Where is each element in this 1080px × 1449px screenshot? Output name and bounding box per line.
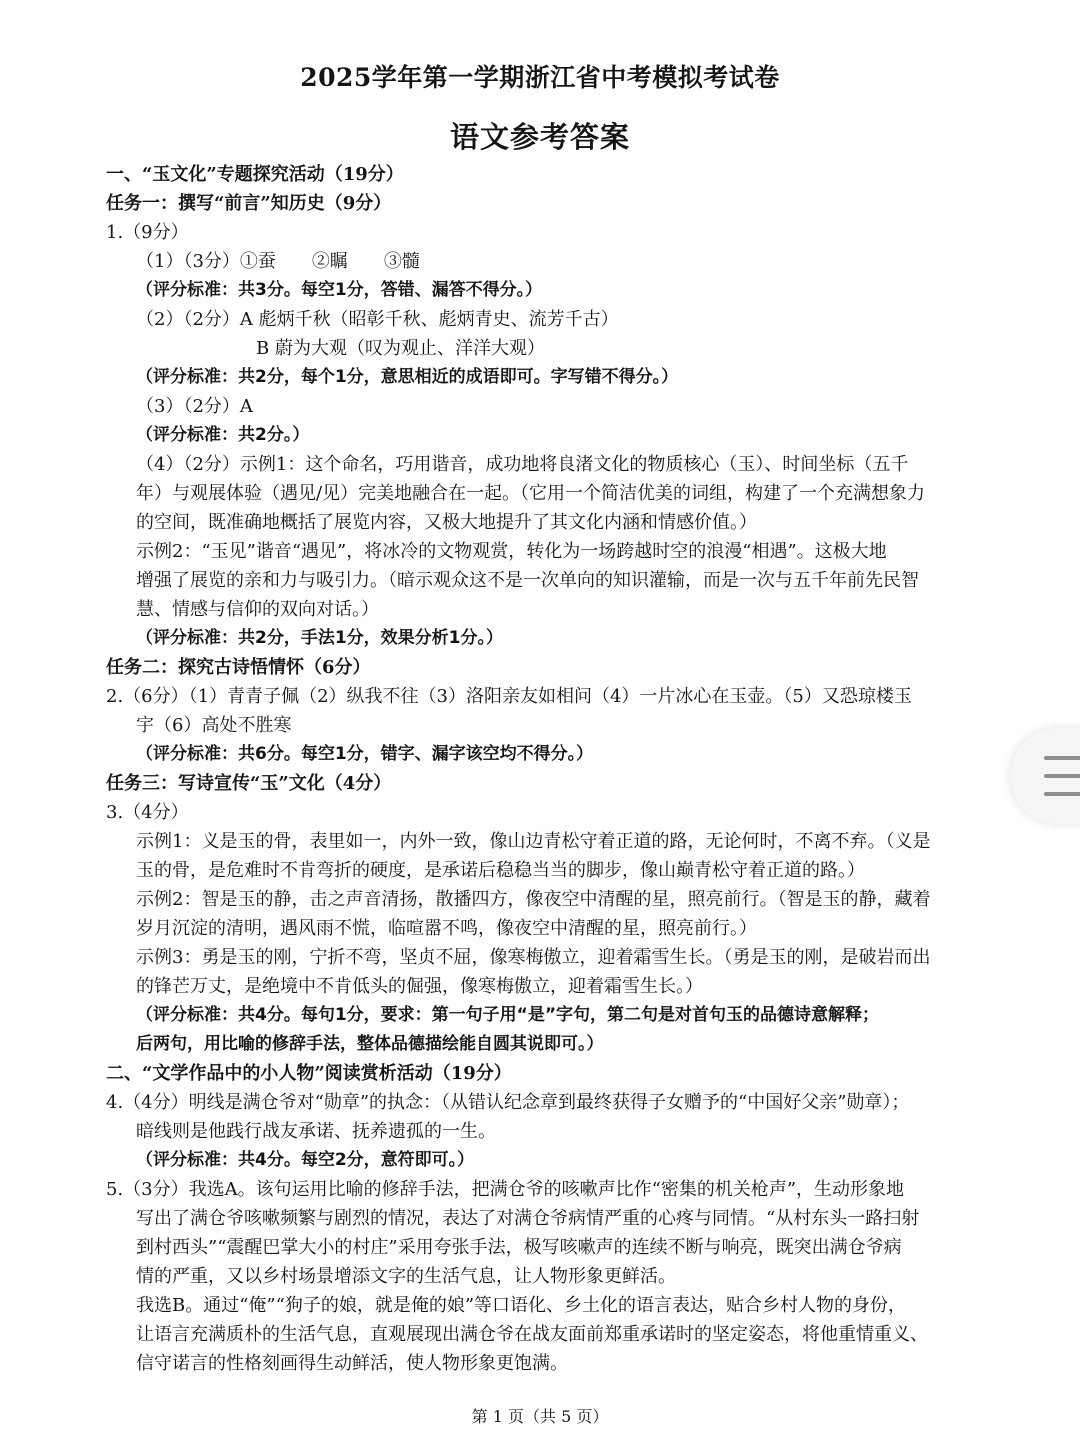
answer-line: 暗线则是他践行战友承诺、抚养遗孤的一生。 bbox=[136, 1121, 496, 1142]
scoring-criteria: （评分标准：共3分。每空1分，答错、漏答不得分。） bbox=[136, 280, 543, 300]
answer-line: 示例2：智是玉的静，击之声音清扬，散播四方，像夜空中清醒的星，照亮前行。（智是玉的静，藏着 bbox=[136, 889, 931, 910]
question-number: 1.（9分） bbox=[106, 222, 189, 243]
answer-line: 玉的骨，是危难时不肯弯折的硬度，是承诺后稳稳当当的脚步，像山巅青松守着正道的路。） bbox=[136, 860, 865, 881]
answer-line: 慧、情感与信仰的双向对话。） bbox=[136, 599, 379, 620]
answer-line: （4）（2分）示例1：这个命名，巧用谐音，成功地将良渚文化的物质核心（玉）、时间坐标（五千 bbox=[136, 454, 909, 475]
answer-line: （2）（2分）A 彪炳千秋（昭彰千秋、彪炳青史、流芳千古） bbox=[136, 309, 619, 330]
answer-subtitle: 语文参考答案 bbox=[449, 120, 630, 154]
answer-line: 岁月沉淀的清明，遇风雨不慌，临喧嚣不鸣，像夜空中清醒的星，照亮前行。） bbox=[136, 918, 757, 939]
task-heading: 任务一：撰写“前言”知历史（9分） bbox=[106, 193, 392, 214]
section-heading: 一、“玉文化”专题探究活动（19分） bbox=[106, 164, 404, 185]
answer-line: 年）与观展体验（遇见/见）完美地融合在一起。（它用一个简洁优美的词组，构建了一个充满想象力 bbox=[136, 483, 926, 504]
scoring-criteria: 后两句，用比喻的修辞手法，整体品德描绘能自圆其说即可。） bbox=[136, 1034, 604, 1054]
page-number: 第 1 页（共 5 页） bbox=[471, 1407, 609, 1426]
answer-line: 4.（4分）明线是满仓爷对“勋章”的执念：（从错认纪念章到最终获得子女赠予的“中国好父亲”勋章）； bbox=[106, 1092, 910, 1113]
answer-line: 的锋芒万丈，是绝境中不肯低头的倔强，像寒梅傲立，迎着霜雪生长。） bbox=[136, 976, 703, 997]
section-heading: 二、“文学作品中的小人物”阅读赏析活动（19分） bbox=[106, 1063, 512, 1084]
answer-line: 我选B。通过“俺”“狗子的娘，就是俺的娘”等口语化、乡土化的语言表达，贴合乡村人物的身份， bbox=[136, 1295, 907, 1316]
scoring-criteria: （评分标准：共2分，每个1分，意思相近的成语即可。字写错不得分。） bbox=[136, 367, 679, 387]
answer-line: 写出了满仓爷咳嗽频繁与剧烈的情况，表达了对满仓爷病情严重的心疼与同情。“从村东头一路扫射 bbox=[136, 1208, 920, 1229]
answer-line: 增强了展览的亲和力与吸引力。（暗示观众这不是一次单向的知识灌输，而是一次与五千年前先民智 bbox=[136, 570, 919, 591]
answer-line: 让语言充满质朴的生活气息，直观展现出满仓爷在战友面前郑重承诺时的坚定姿态，将他重情重义、 bbox=[136, 1324, 928, 1345]
scoring-criteria: （评分标准：共2分，手法1分，效果分析1分。） bbox=[136, 628, 503, 648]
scoring-criteria: （评分标准：共4分。每句1分，要求：第一句子用“是”字句，第二句是对首句玉的品德诗意解释； bbox=[136, 1005, 880, 1025]
answer-line: 情的严重，又以乡村场景增添文字的生活气息，让人物形象更鲜活。 bbox=[136, 1266, 676, 1287]
answer-line: 信守诺言的性格刻画得生动鲜活，使人物形象更饱满。 bbox=[136, 1353, 568, 1374]
answer-line: 5.（3分）我选A。该句运用比喻的修辞手法，把满仓爷的咳嗽声比作“密集的机关枪声”，生动形象地 bbox=[106, 1179, 905, 1200]
answer-line: B 蔚为大观（叹为观止、洋洋大观） bbox=[256, 338, 545, 359]
scoring-criteria: （评分标准：共2分。） bbox=[136, 425, 310, 445]
answer-line: （1）（3分）①蚕 ②瞩 ③髓 bbox=[136, 251, 420, 272]
exam-title: 2025学年第一学期浙江省中考模拟考试卷 bbox=[300, 63, 780, 92]
scoring-criteria: （评分标准：共6分。每空1分，错字、漏字该空均不得分。） bbox=[136, 744, 594, 764]
task-heading: 任务二：探究古诗悟情怀（6分） bbox=[106, 657, 371, 678]
answer-line: 宇（6）高处不胜寒 bbox=[136, 715, 292, 736]
answer-line: 示例3：勇是玉的刚，宁折不弯，坚贞不屈，像寒梅傲立，迎着霜雪生长。（勇是玉的刚，是破岩而出 bbox=[136, 947, 931, 968]
answer-line: 示例2：“玉见”谐音“遇见”，将冰冷的文物观赏，转化为一场跨越时空的浪漫“相遇”。这极大地 bbox=[136, 541, 887, 562]
answer-line: 的空间，既准确地概括了展览内容，又极大地提升了其文化内涵和情感价值。） bbox=[136, 512, 757, 533]
task-heading: 任务三：写诗宣传“玉”文化（4分） bbox=[106, 773, 392, 794]
question-number: 3.（4分） bbox=[106, 802, 189, 823]
answer-line: （3）（2分）A bbox=[136, 396, 253, 417]
answer-line: 示例1：义是玉的骨，表里如一，内外一致，像山边青松守着正道的路，无论何时，不离不弃。（义是 bbox=[136, 831, 931, 852]
answer-line: 到村西头”“震醒巴掌大小的村庄”采用夸张手法，极写咳嗽声的连续不断与响亮，既突出满仓爷病 bbox=[136, 1237, 902, 1258]
answer-line: 2.（6分）（1）青青子佩（2）纵我不往（3）洛阳亲友如相问（4）一片冰心在玉壶。（5）又恐琼楼玉 bbox=[106, 686, 912, 707]
scoring-criteria: （评分标准：共4分。每空2分，意符即可。） bbox=[136, 1150, 475, 1170]
